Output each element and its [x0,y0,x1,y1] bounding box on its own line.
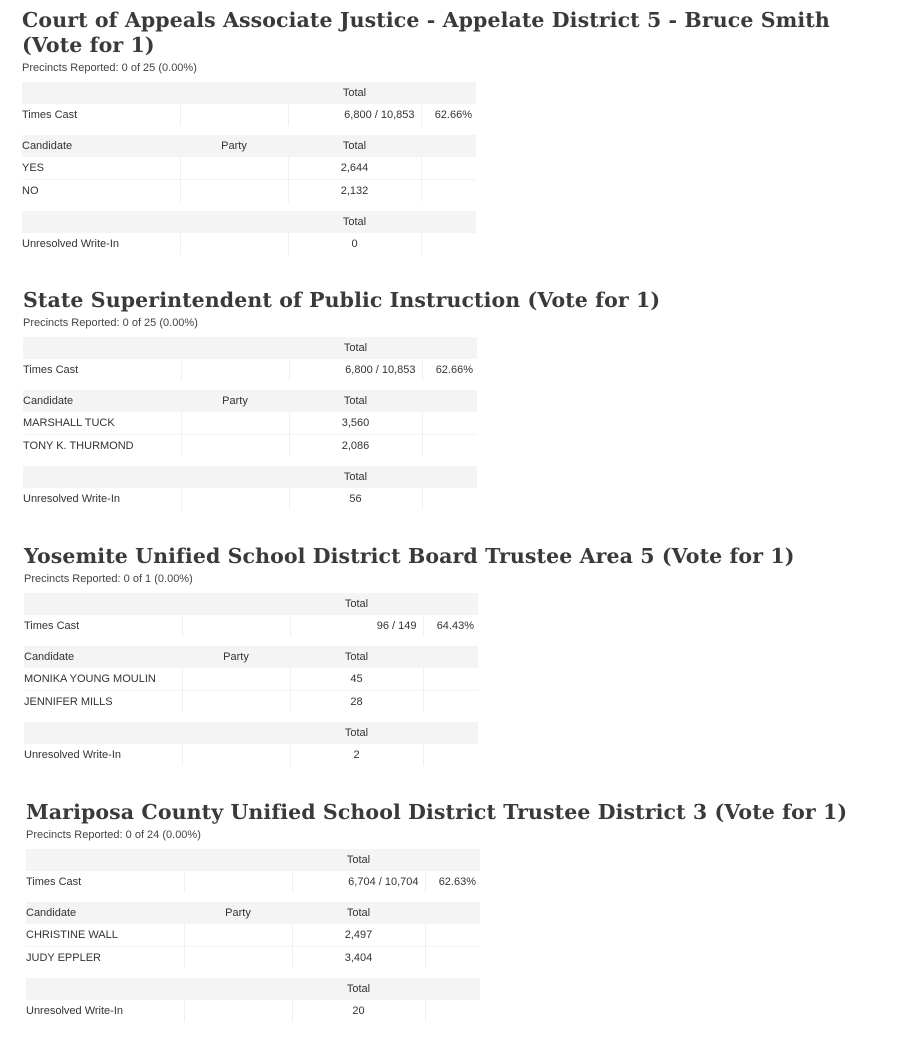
times-cast-value: 6,704 / 10,704 [292,871,425,893]
candidate-name: CHRISTINE WALL [26,924,184,947]
precincts-reported: Precincts Reported: 0 of 24 (0.00%) [26,829,201,841]
candidate-total: 45 [290,668,423,691]
unresolved-value: 20 [292,1000,425,1022]
candidate-party [180,180,288,203]
times-cast-table [22,82,476,126]
total-header: Total [288,135,421,157]
candidate-table [23,390,477,457]
unresolved-value: 0 [288,233,421,255]
total-header: Total [292,849,425,871]
total-header: Total [289,466,422,488]
contest-court-of-appeals [22,8,882,255]
candidate-total: 28 [290,691,423,714]
candidate-name: NO [22,180,180,203]
candidate-name: TONY K. THURMOND [23,435,181,458]
total-header: Total [292,978,425,1000]
contest-yosemite-usd [24,544,884,766]
contest-title: Yosemite Unified School District Board Trustee Area 5 (Vote for 1) [24,544,795,568]
times-cast-value: 6,800 / 10,853 [289,359,422,381]
candidate-name: JUDY EPPLER [26,947,184,970]
candidate-row [22,157,476,180]
unresolved-table [26,978,480,1022]
party-header: Party [184,902,292,924]
candidate-row [26,947,480,970]
unresolved-table [24,722,478,766]
candidate-party [184,924,292,947]
total-header: Total [288,82,421,104]
candidate-total: 2,132 [288,180,421,203]
contest-mariposa-usd [26,800,886,1022]
contest-title: Mariposa County Unified School District Trustee District 3 (Vote for 1) [26,800,848,824]
candidate-party [184,947,292,970]
candidate-table [26,902,480,969]
candidate-header: Candidate [22,135,180,157]
party-header: Party [180,135,288,157]
unresolved-label: Unresolved Write-In [22,233,180,255]
total-header: Total [290,593,423,615]
total-header: Total [288,211,421,233]
candidate-row [24,668,478,691]
party-header: Party [181,390,289,412]
candidate-party [181,435,289,458]
total-header: Total [289,337,422,359]
candidate-total: 2,497 [292,924,425,947]
candidate-party [182,691,290,714]
candidate-table [22,135,476,202]
candidate-total: 2,644 [288,157,421,180]
candidate-total: 3,404 [292,947,425,970]
candidate-row [23,435,477,458]
times-cast-label: Times Cast [22,104,180,126]
party-header: Party [182,646,290,668]
candidate-party [182,668,290,691]
candidate-total: 3,560 [289,412,422,435]
candidate-row [23,412,477,435]
times-cast-table [23,337,477,381]
times-cast-label: Times Cast [23,359,181,381]
precincts-reported: Precincts Reported: 0 of 1 (0.00%) [24,573,193,585]
times-cast-percent: 62.66% [434,109,472,121]
unresolved-label: Unresolved Write-In [23,488,181,510]
unresolved-label: Unresolved Write-In [24,744,182,766]
times-cast-value: 6,800 / 10,853 [288,104,421,126]
times-cast-table [26,849,480,893]
total-header: Total [289,390,422,412]
candidate-party [180,157,288,180]
candidate-name: MONIKA YOUNG MOULIN [24,668,182,691]
precincts-reported: Precincts Reported: 0 of 25 (0.00%) [23,317,198,329]
precincts-reported: Precincts Reported: 0 of 25 (0.00%) [22,62,197,74]
candidate-name: YES [22,157,180,180]
times-cast-value: 96 / 149 [290,615,423,637]
unresolved-table [23,466,477,510]
total-header: Total [292,902,425,924]
times-cast-percent: 62.66% [435,364,473,376]
candidate-table [24,646,478,713]
times-cast-percent: 64.43% [436,620,474,632]
times-cast-table [24,593,478,637]
candidate-header: Candidate [26,902,184,924]
candidate-name: JENNIFER MILLS [24,691,182,714]
unresolved-table [22,211,476,255]
contest-state-superintendent [23,288,883,510]
candidate-total: 2,086 [289,435,422,458]
candidate-party [181,412,289,435]
unresolved-label: Unresolved Write-In [26,1000,184,1022]
times-cast-label: Times Cast [26,871,184,893]
contest-title: Court of Appeals Associate Justice - Appelate District 5 - Bruce Smith (Vote for 1) [22,8,830,57]
candidate-row [22,180,476,203]
candidate-header: Candidate [23,390,181,412]
unresolved-value: 56 [289,488,422,510]
unresolved-value: 2 [290,744,423,766]
candidate-name: MARSHALL TUCK [23,412,181,435]
total-header: Total [290,646,423,668]
candidate-row [26,924,480,947]
times-cast-label: Times Cast [24,615,182,637]
candidate-header: Candidate [24,646,182,668]
contest-title: State Superintendent of Public Instruction (Vote for 1) [23,288,661,312]
candidate-row [24,691,478,714]
times-cast-percent: 62.63% [438,876,476,888]
total-header: Total [290,722,423,744]
